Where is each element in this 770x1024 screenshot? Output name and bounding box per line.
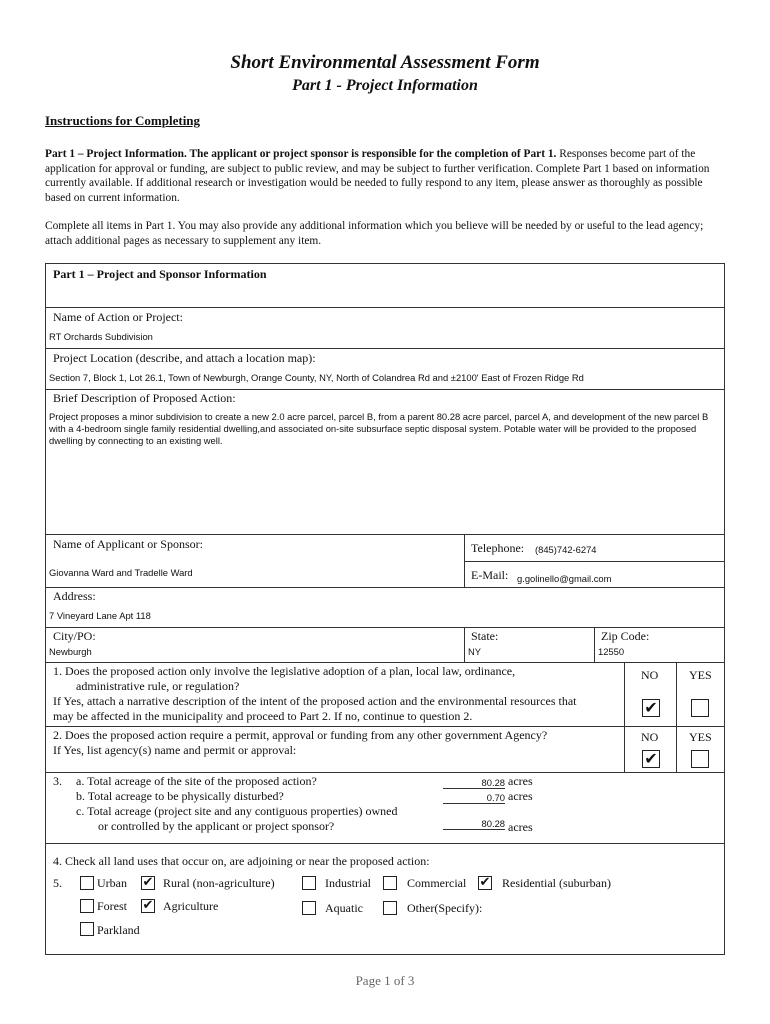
state-field[interactable] [464, 627, 595, 663]
zip-value: 12550 [598, 646, 625, 657]
industrial-checkbox[interactable] [302, 876, 316, 890]
telephone-field[interactable] [464, 534, 725, 562]
question-3b-value[interactable]: 0.70 [443, 792, 505, 804]
question-3-box [45, 772, 725, 844]
question-2-no-label: NO [641, 730, 659, 744]
applicant-field[interactable] [45, 534, 465, 588]
question-2-line-2: If Yes, list agency(s) name and permit or approval: [53, 743, 297, 757]
question-3c-text-2: or controlled by the applicant or project sponsor? [98, 819, 335, 833]
agriculture-label: Agriculture [163, 899, 219, 913]
urban-label: Urban [97, 876, 127, 890]
form-title: Short Environmental Assessment Form [230, 52, 540, 73]
name-of-action-value: RT Orchards Subdivision [49, 331, 153, 342]
name-of-action-label: Name of Action or Project: [53, 310, 183, 324]
question-3c-text-1: c. Total acreage (project site and any contiguous properties) owned [76, 804, 398, 818]
commercial-label: Commercial [407, 876, 467, 890]
rural-checkbox[interactable]: ✔ [142, 875, 154, 890]
question-2-line-1: 2. Does the proposed action require a permit, approval or funding from any other government Agency? [53, 728, 548, 742]
address-label: Address: [53, 589, 96, 603]
parkland-checkbox[interactable] [80, 922, 94, 936]
instructions-heading: Instructions for Completing [45, 113, 201, 128]
aquatic-checkbox[interactable] [302, 901, 316, 915]
other-checkbox[interactable] [383, 901, 397, 915]
question-1-yes-cell [676, 662, 725, 727]
applicant-label: Name of Applicant or Sponsor: [53, 537, 203, 551]
question-1-no-cell [624, 662, 677, 727]
industrial-label: Industrial [325, 876, 371, 890]
telephone-label: Telephone: [471, 541, 525, 555]
question-3a-unit: acres [508, 774, 533, 788]
question-1-box [45, 662, 625, 727]
instructions-paragraph-1-bold: Part 1 – Project Information. The applicant or project sponsor is responsible for the completion of Part 1. [45, 148, 557, 160]
commercial-checkbox[interactable] [383, 876, 397, 890]
question-2-no-checkbox[interactable]: ✔ [642, 750, 660, 768]
name-of-action-field[interactable] [45, 307, 725, 349]
question-3c-unit: acres [508, 820, 533, 834]
question-3b-text: b. Total acreage to be physically disturbed? [76, 789, 284, 803]
question-3a-text: a. Total acreage of the site of the proposed action? [76, 774, 317, 788]
question-3b-unit: acres [508, 789, 533, 803]
forest-checkbox[interactable] [80, 899, 94, 913]
question-1-line-1: 1. Does the proposed action only involve the legislative adoption of a plan, local law, ordinance, [53, 664, 516, 678]
residential-label: Residential (suburban) [502, 876, 611, 890]
description-label: Brief Description of Proposed Action: [53, 391, 236, 405]
instructions-paragraph-2: Complete all items in Part 1. You may also provide any additional information which you believe will be needed by or useful to the lead agency; attach additional pages as necessary to supplement any item. [45, 220, 704, 247]
project-location-label: Project Location (describe, and attach a location map): [53, 351, 316, 365]
email-label: E-Mail: [471, 568, 509, 582]
question-1-line-4: may be affected in the municipality and proceed to Part 2. If no, continue to question 2. [53, 709, 473, 723]
question-1-line-2: administrative rule, or regulation? [76, 679, 240, 693]
city-label: City/PO: [53, 629, 96, 643]
question-2-box [45, 726, 625, 773]
question-1-no-label: NO [641, 668, 659, 682]
applicant-value: Giovanna Ward and Tradelle Ward [49, 567, 193, 578]
urban-checkbox[interactable] [80, 876, 94, 890]
instructions-paragraph-1 [45, 147, 725, 205]
question-5-number: 5. [53, 876, 62, 890]
description-field[interactable] [45, 389, 725, 535]
question-3-number: 3. [53, 774, 62, 788]
zip-field[interactable] [594, 627, 725, 663]
state-value: NY [468, 646, 482, 657]
zip-label: Zip Code: [601, 629, 650, 643]
city-value: Newburgh [49, 646, 92, 657]
agriculture-checkbox[interactable]: ✔ [142, 898, 154, 913]
question-2-yes-label: YES [689, 730, 712, 744]
project-location-value: Section 7, Block 1, Lot 26.1, Town of Newburgh, Orange County, NY, North of Colandrea Rd and ±2100' East of Frozen Ridge Rd [49, 372, 584, 383]
description-value: Project proposes a minor subdivision to create a new 2.0 acre parcel, parcel B, from a parent 80.28 acre parcel, parcel A, and development of the new parcel B with a 4-bedroom single family residential dwelling,and associated on-site subsurface septic disposal system. Potable water will be provided to the proposed dwelling by connecting to an existing well. [49, 411, 709, 446]
question-4-text: 4. Check all land uses that occur on, are adjoining or near the proposed action: [53, 854, 430, 868]
section-header-box [45, 263, 725, 308]
question-3c-value[interactable]: 80.28 [443, 818, 505, 830]
aquatic-label: Aquatic [325, 901, 363, 915]
rural-label: Rural (non-agriculture) [163, 876, 275, 890]
question-2-yes-checkbox[interactable] [691, 750, 709, 768]
email-field[interactable] [464, 561, 725, 588]
question-1-yes-checkbox[interactable] [691, 699, 709, 717]
instructions-paragraph-1-text: Responses become part of the application for approval or funding, are subject to public review, and may be subject to further verification. Complete Part 1 based on information currently available. If additional research or investigation would be needed to fully respond to any item, please answer as thoroughly as possible based on current information. [45, 148, 710, 204]
question-1-line-3: If Yes, attach a narrative description of the intent of the proposed action and the environmental resources that [53, 694, 577, 708]
question-3a-value[interactable]: 80.28 [443, 777, 505, 789]
question-1-yes-label: YES [689, 668, 712, 682]
state-label: State: [471, 629, 499, 643]
address-field[interactable] [45, 587, 725, 628]
question-4-5-box [45, 843, 725, 955]
question-1-no-checkbox[interactable]: ✔ [642, 699, 660, 717]
residential-checkbox[interactable]: ✔ [479, 875, 491, 890]
other-label: Other(Specify): [407, 901, 483, 915]
parkland-label: Parkland [97, 923, 140, 937]
forest-label: Forest [97, 899, 127, 913]
email-value: g.golinello@gmail.com [517, 573, 612, 584]
page-number: Page 1 of 3 [355, 973, 415, 988]
telephone-value: (845)742-6274 [535, 544, 597, 555]
city-field[interactable] [45, 627, 465, 663]
address-value: 7 Vineyard Lane Apt 118 [49, 610, 151, 621]
section-title: Part 1 – Project and Sponsor Information [53, 267, 267, 281]
form-subtitle: Part 1 - Project Information [292, 77, 478, 94]
project-location-field[interactable] [45, 348, 725, 390]
